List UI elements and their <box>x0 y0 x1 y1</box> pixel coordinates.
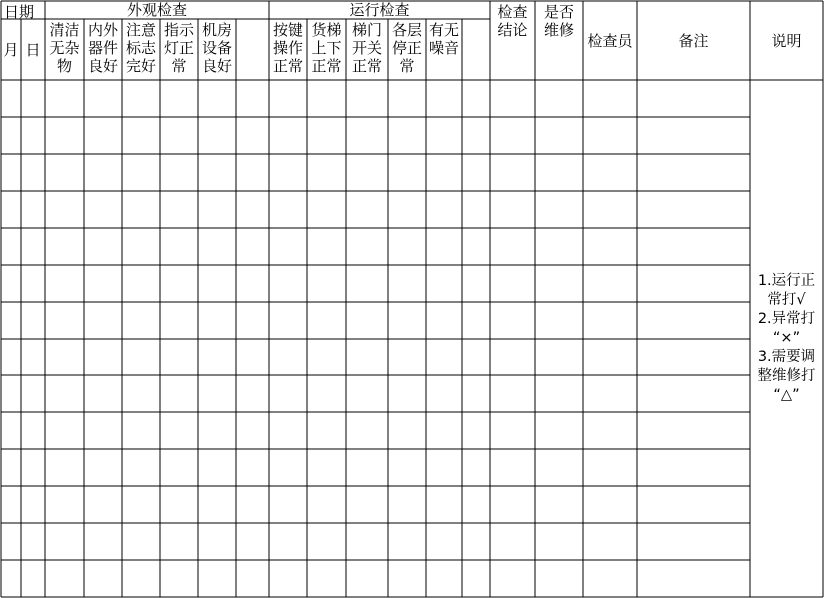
header-travel-normal: 货梯 上下 正常 <box>311 21 342 75</box>
header-buttons-normal: 按键 操作 正常 <box>272 21 303 75</box>
header-machine-room: 机房 设备 良好 <box>201 21 232 75</box>
header-month: 月 <box>3 40 19 59</box>
header-notes: 说明 <box>771 31 802 50</box>
header-inspector: 检查员 <box>587 31 633 50</box>
header-components-good: 内外 器件 良好 <box>87 21 118 75</box>
header-operation-check: 运行检查 <box>349 1 410 19</box>
header-date: 日期 <box>4 3 35 19</box>
header-noise: 有无 噪音 <box>428 21 459 57</box>
notes-legend: 1.运行正 常打√ 2.异常打 “×” 3.需要调 整维修打 “△” <box>757 273 816 403</box>
header-needs-repair: 是否 维修 <box>543 3 574 39</box>
header-conclusion: 检查 结论 <box>497 3 528 39</box>
header-floor-stop-normal: 各层 停正 常 <box>391 21 422 75</box>
header-signs-intact: 注意 标志 完好 <box>125 21 156 75</box>
header-clean: 清洁 无杂 物 <box>49 21 80 75</box>
header-door-normal: 梯门 开关 正常 <box>351 21 382 75</box>
header-day: 日 <box>25 40 41 59</box>
header-remarks: 备注 <box>678 31 709 50</box>
header-indicator-lights: 指示 灯正 常 <box>163 21 194 75</box>
header-appearance-check: 外观检查 <box>126 1 187 19</box>
